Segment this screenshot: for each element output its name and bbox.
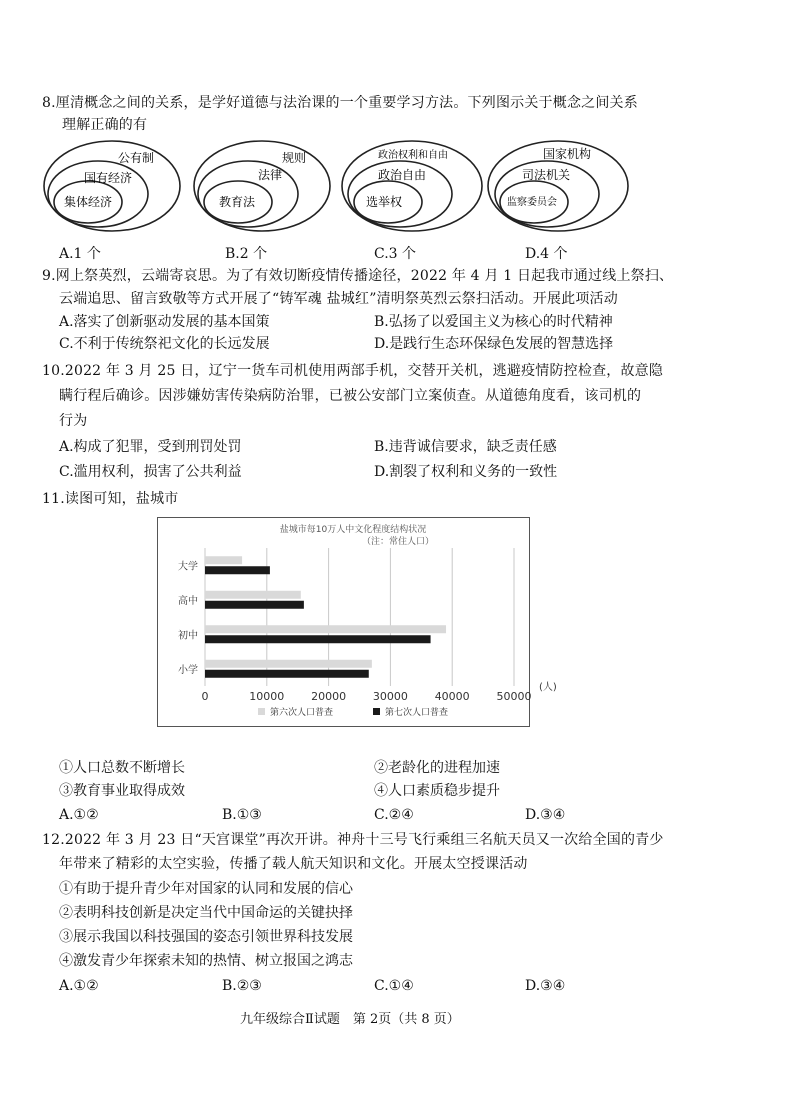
q8-option-d: D.4 个 xyxy=(525,246,568,262)
education-bar-chart xyxy=(158,518,557,726)
q12-statement-4: ④激发青少年探索未知的热情、树立报国之鸿志 xyxy=(59,953,353,969)
q9-stem-line2: 云端追思、留言致敬等方式开展了“铸军魂 盐城红”清明祭英烈云祭扫活动。开展此项活动 xyxy=(59,291,618,307)
q8-d2-middle: 法律 xyxy=(257,168,283,182)
page-footer: 九年级综合Ⅱ试题 第 2页（共 8 页） xyxy=(240,1012,460,1027)
q12-option-b: B.②③ xyxy=(222,978,262,994)
q12-stem-line2: 年带来了精彩的太空实验，传播了载人航天知识和文化。开展太空授课活动 xyxy=(59,856,528,872)
category-label: 初中 xyxy=(178,630,198,642)
q8-d3-outer: 政治权利和自由 xyxy=(378,150,448,161)
legend-swatch xyxy=(373,708,380,715)
q8-d3-inner: 选举权 xyxy=(365,195,403,209)
bar-census6 xyxy=(205,591,301,599)
q12-option-c: C.①④ xyxy=(374,978,414,994)
q12-statement-2: ②表明科技创新是决定当代中国命运的关键抉择 xyxy=(59,905,353,921)
q11-option-d: D.③④ xyxy=(525,807,566,823)
category-label: 小学 xyxy=(178,664,198,676)
q8-stem-line1: 8.厘清概念之间的关系，是学好道德与法治课的一个重要学习方法。下列图示关于概念之间关系 xyxy=(42,95,638,111)
q8-d4-outer: 国家机构 xyxy=(542,147,592,161)
x-tick-label: 10000 xyxy=(249,690,285,703)
q8-option-c: C.3 个 xyxy=(374,246,417,262)
q11-statement-1: ①人口总数不断增长 xyxy=(59,760,185,776)
q8-d1-middle: 国有经济 xyxy=(83,171,133,185)
q8-d4-middle: 司法机关 xyxy=(521,168,571,182)
q9-option-c: C.不利于传统祭祀文化的长远发展 xyxy=(59,336,270,352)
q8-d1-inner: 集体经济 xyxy=(63,195,113,209)
q11-statement-2: ②老龄化的进程加速 xyxy=(374,760,500,776)
q8-d4-inner: 监察委员会 xyxy=(507,197,557,208)
q9-stem-line1: 9.网上祭英烈，云端寄哀思。为了有效切断疫情传播途径，2022 年 4 月 1 日起我市通过线上祭扫、 xyxy=(42,268,674,284)
q12-option-d: D.③④ xyxy=(525,978,566,994)
q8-diagram-1 xyxy=(44,141,180,231)
chart-title: 盐城市每10万人中文化程度结构状况 xyxy=(279,525,427,535)
q10-stem-line2: 瞒行程后确诊。因涉嫌妨害传染病防治罪，已被公安部门立案侦查。从道德角度看，该司机的 xyxy=(59,388,642,404)
bar-census7 xyxy=(205,670,369,678)
x-tick-label: 20000 xyxy=(311,690,347,703)
chart-legend xyxy=(258,706,448,718)
bar-census7 xyxy=(205,566,270,574)
legend-label: 第六次人口普查 xyxy=(270,708,334,718)
q10-stem-line3: 行为 xyxy=(59,413,88,429)
category-label: 大学 xyxy=(178,561,198,573)
legend-label: 第七次人口普查 xyxy=(385,708,449,718)
chart-subtitle: （注：常住人口） xyxy=(361,537,435,547)
bar-census6 xyxy=(205,660,372,668)
category-label: 高中 xyxy=(178,595,198,607)
legend-swatch xyxy=(258,708,265,715)
q8-d1-outer: 公有制 xyxy=(117,151,155,165)
x-tick-label: 50000 xyxy=(496,690,532,703)
bar-census6 xyxy=(205,625,446,633)
q10-option-c: C.滥用权利，损害了公共利益 xyxy=(59,464,242,480)
q12-statement-3: ③展示我国以科技强国的姿态引领世界科技发展 xyxy=(59,929,353,945)
q8-diagram-2 xyxy=(194,141,330,231)
q10-stem-line1: 10.2022 年 3 月 25 日，辽宁一货车司机使用两部手机，交替开关机，逃避疫情防控检查，故意隐 xyxy=(42,363,664,379)
bar-census7 xyxy=(205,601,304,609)
q8-diagram-3 xyxy=(342,141,482,231)
q11-option-c: C.②④ xyxy=(374,807,414,823)
q10-option-b: B.违背诚信要求，缺乏责任感 xyxy=(374,439,557,455)
q10-option-a: A.构成了犯罪，受到刑罚处罚 xyxy=(59,439,242,455)
x-tick-label: 0 xyxy=(201,690,209,703)
q8-stem-line2: 理解正确的有 xyxy=(62,117,148,133)
q12-statement-1: ①有助于提升青少年对国家的认同和发展的信心 xyxy=(59,881,353,897)
x-tick-label: 30000 xyxy=(372,690,408,703)
q11-statement-4: ④人口素质稳步提升 xyxy=(374,783,500,799)
bar-census6 xyxy=(205,556,242,564)
education-chart xyxy=(157,517,557,727)
x-tick-label: 40000 xyxy=(434,690,470,703)
q11-option-a: A.①② xyxy=(59,807,99,823)
q11-option-b: B.①③ xyxy=(222,807,262,823)
q8-diagram-4 xyxy=(488,141,628,231)
q12-option-a: A.①② xyxy=(59,978,99,994)
q12-stem-line1: 12.2022 年 3 月 23 日“天宫课堂”再次开讲。神舟十三号飞行乘组三名航天员又一次给全国的青少 xyxy=(42,832,664,848)
bar-census7 xyxy=(205,635,431,643)
q8-option-a: A.1 个 xyxy=(59,246,101,262)
q10-option-d: D.割裂了权利和义务的一致性 xyxy=(374,464,558,480)
q11-stem: 11.读图可知，盐城市 xyxy=(42,491,179,507)
chart-unit: (人) xyxy=(539,682,557,693)
q8-d2-outer: 规则 xyxy=(281,151,307,165)
q9-option-a: A.落实了创新驱动发展的基本国策 xyxy=(59,314,270,330)
q8-d2-inner: 教育法 xyxy=(218,195,256,209)
q9-option-d: D.是践行生态环保绿色发展的智慧选择 xyxy=(374,336,614,352)
q8-option-b: B.2 个 xyxy=(225,246,268,262)
q11-statement-3: ③教育事业取得成效 xyxy=(59,783,185,799)
q9-option-b: B.弘扬了以爱国主义为核心的时代精神 xyxy=(374,314,613,330)
chart-bars xyxy=(205,556,446,678)
q8-d3-middle: 政治自由 xyxy=(377,168,427,182)
q8-concept-diagrams xyxy=(40,138,640,238)
